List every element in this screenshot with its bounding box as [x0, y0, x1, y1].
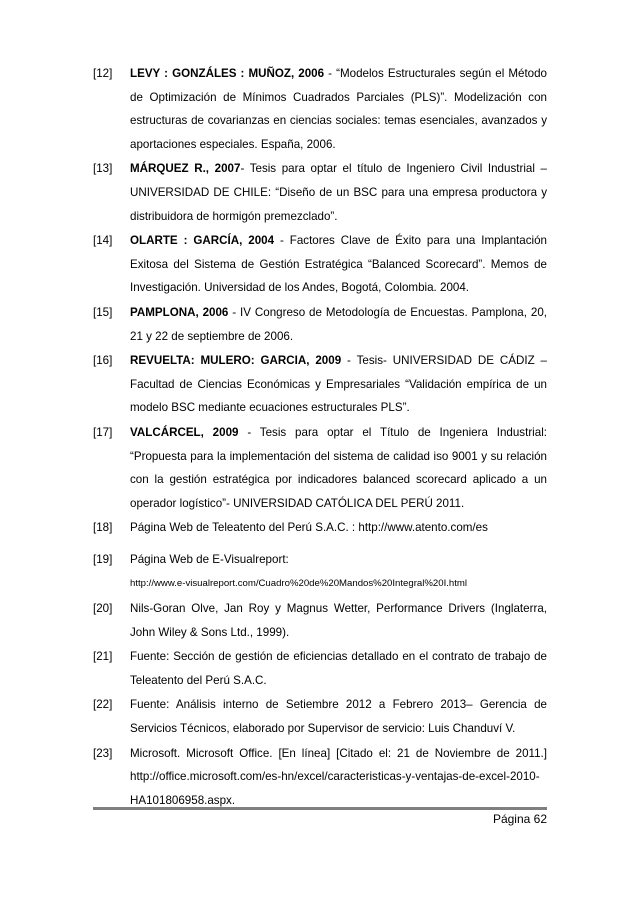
reference-author: MÁRQUEZ R., 2007 — [130, 162, 241, 176]
reference-text: Fuente: Análisis interno de Setiembre 2012 a Febrero 2013– Gerencia de Servicios Técnicos, elaborado por Supervisor de servicio: Luis Chanduví V. — [130, 698, 547, 736]
reference-text: - IV Congreso de Metodología de Encuestas. Pamplona, 20, 21 y 22 de septiembre de 2006. — [130, 305, 547, 343]
reference-author: OLARTE : GARCÍA, 2004 — [130, 234, 275, 248]
reference-number: [18] — [93, 521, 113, 535]
reference-number: [17] — [93, 425, 113, 439]
reference-list — [93, 62, 547, 813]
reference-15 — [93, 301, 547, 348]
reference-14 — [93, 229, 547, 300]
reference-text: - “Modelos Estructurales según el Método de Optimización de Mínimos Cuadrados Parciales (PLS)”. Modelización con estructuras de covarianzas en ciencias sociales: temas esenciales, avanzados y aportaciones especiales. España, 2006. — [130, 67, 548, 151]
reference-20 — [93, 597, 547, 644]
reference-12 — [93, 62, 547, 156]
reference-author: REVUELTA: MULERO: GARCIA, 2009 — [130, 354, 342, 368]
reference-number: [16] — [93, 354, 113, 368]
reference-number: [20] — [93, 602, 113, 616]
footer-divider — [93, 807, 547, 810]
reference-text: Fuente: Sección de gestión de eficiencias detallado en el contrato de trabajo de Teleatento del Perú S.A.C. — [130, 650, 547, 687]
reference-19 — [93, 548, 547, 596]
reference-22 — [93, 693, 547, 740]
reference-16 — [93, 349, 547, 420]
reference-text: Nils-Goran Olve, Jan Roy y Magnus Wetter, Performance Drivers (Inglaterra, John Wiley & Sons Ltd., 1999). — [130, 602, 547, 639]
reference-number: [12] — [93, 67, 113, 80]
reference-number: [15] — [93, 305, 113, 319]
reference-text: - Tesis para optar el Título de Ingeniera Industrial: “Propuesta para la implementación del sistema de calidad iso 9001 y su relación con la gestión estratégica por indicadores balanced scorecard aplicado a un operador logístico”- UNIVERSIDAD CATÓLICA DEL PERÚ 2011. — [130, 425, 547, 510]
reference-13 — [93, 157, 547, 228]
reference-text: Página Web de Teleatento del Perú S.A.C. : http://www.atento.com/es — [130, 521, 488, 535]
reference-number: [14] — [93, 234, 113, 248]
page-number: Página 62 — [492, 812, 547, 826]
reference-number: [19] — [93, 552, 113, 566]
reference-23 — [93, 742, 547, 813]
reference-18 — [93, 516, 547, 540]
reference-21 — [93, 645, 547, 692]
reference-number: [22] — [93, 698, 113, 712]
reference-text: - Tesis para optar el título de Ingeniero Civil Industrial – UNIVERSIDAD DE CHILE: “Diseño de un BSC para una empresa productora y distribuidora de hormigón premezclado”. — [130, 162, 547, 223]
reference-author: PAMPLONA, 2006 — [130, 305, 229, 319]
reference-text: - Tesis- UNIVERSIDAD DE CÁDIZ – Facultad de Ciencias Económicas y Empresariales “Validación empírica de un modelo BSC mediante ecuaciones estructurales PLS”. — [130, 354, 547, 415]
reference-text: - Factores Clave de Éxito para una Implantación Exitosa del Sistema de Gestión Estratégica “Balanced Scorecard”. Memos de Investigación. Universidad de los Andes, Bogotá, Colombia. 2004. — [130, 234, 547, 295]
reference-17 — [93, 421, 547, 515]
reference-text: Microsoft. Microsoft Office. [En línea] [Citado el: 21 de Noviembre de 2011.] http://office.microsoft.com/es-hn/excel/caracteristicas-y-ventajas-de-excel-2010-HA101806958.aspx. — [130, 746, 547, 807]
reference-number: [13] — [93, 162, 113, 176]
reference-number: [21] — [93, 650, 113, 664]
reference-text: Página Web de E-Visualreport: — [130, 552, 289, 566]
reference-author: VALCÁRCEL, 2009 — [130, 425, 239, 439]
reference-author: LEVY : GONZÁLES : MUÑOZ, 2006 — [130, 67, 325, 80]
reference-url: http://www.e-visualreport.com/Cuadro%20de%20Mandos%20Integral%20I.html — [130, 578, 468, 590]
reference-number: [23] — [93, 746, 113, 760]
